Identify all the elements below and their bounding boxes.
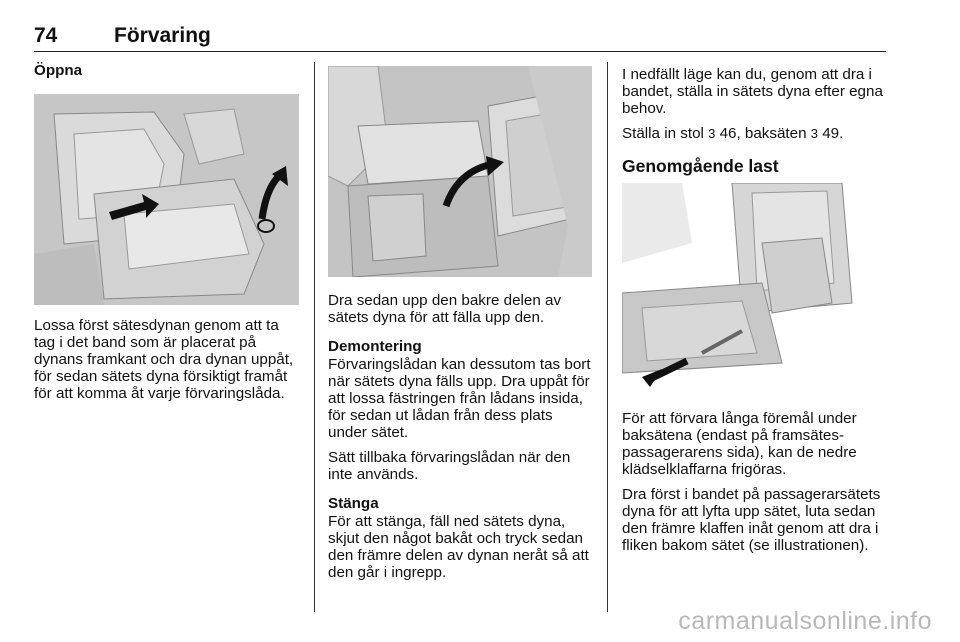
paragraph-removal: Förvaringslådan kan dessutom tas bort när sätets dyna fälls upp. Dra uppåt för att lossa fästringen från lådans insida, för sedan ut lådan från dess plats under sätet. xyxy=(328,356,591,441)
illustration-storage-box-open xyxy=(328,66,592,277)
seat-reference-text: Ställa in stol xyxy=(622,125,709,142)
column-1-text xyxy=(34,317,299,410)
page-header xyxy=(34,24,886,52)
paragraph-pull-strap: Dra först i bandet på passagerarsätets dyna för att lyfta upp sätet, luta sedan den främre klaffen inåt genom att dra i fliken bakom sätet (se illustrationen). xyxy=(622,486,881,554)
seat-reference-page: 46, baksäten xyxy=(715,125,811,142)
page-reference-icon: 3 xyxy=(708,126,716,141)
subheading-demontering: Demontering xyxy=(328,338,422,355)
column-3-text-bottom xyxy=(622,410,886,562)
section-title-genomgaende-last: Genomgående last xyxy=(622,156,779,176)
header-rule xyxy=(34,51,886,52)
page-number: 74 xyxy=(34,24,58,47)
paragraph-seat-reference xyxy=(622,125,886,142)
subheading-stanga: Stänga xyxy=(328,495,379,512)
column-2-text xyxy=(328,292,592,589)
column-divider xyxy=(607,62,608,612)
paragraph-fold-up: Dra sedan upp den bakre delen av sätets dyna för att fälla upp den. xyxy=(328,292,562,326)
rear-seat-reference-page: 49. xyxy=(818,125,844,142)
section-heading-oppna: Öppna xyxy=(34,62,83,79)
paragraph-adjust-cushion: I nedfällt läge kan du, genom att dra i bandet, ställa in sätets dyna efter egna behov. xyxy=(622,66,883,117)
chapter-title: Förvaring xyxy=(114,24,211,47)
column-1 xyxy=(34,62,299,80)
paragraph-long-items: För att förvara långa föremål under baksätena (endast på framsätespassagerarens sida), kan de nedre klädselklaffarna frigöras. xyxy=(622,410,857,478)
paragraph-open-instructions: Lossa först sätesdynan genom att ta tag i det band som är placerat på dynans framkant och dra dynan uppåt, för sedan sätets dyna försiktigt framåt för att komma åt varje förvaringslåda. xyxy=(34,317,294,402)
paragraph-reinstall: Sätt tillbaka förvaringslådan när den inte används. xyxy=(328,449,571,483)
page-reference-icon: 3 xyxy=(810,126,818,141)
illustration-seat-cushion-pull xyxy=(34,94,299,305)
watermark: carmanualsonline.info xyxy=(678,607,932,635)
column-3-text-top xyxy=(622,66,886,177)
column-divider xyxy=(314,62,315,612)
illustration-through-loading xyxy=(622,183,886,394)
paragraph-close: För att stänga, fäll ned sätets dyna, skjut den något bakåt och tryck sedan den främre delen av dynan neråt så att den går i ingrepp. xyxy=(328,513,589,581)
